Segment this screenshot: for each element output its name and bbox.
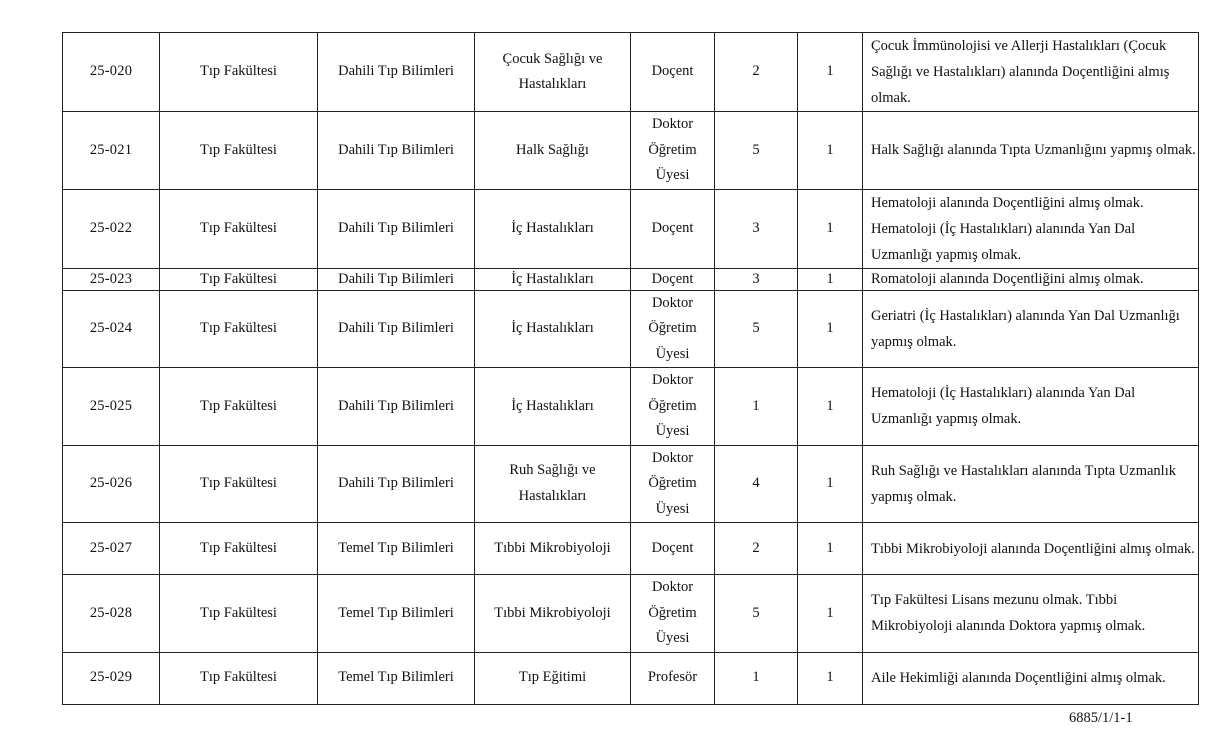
title-cell: Doçent — [631, 33, 715, 112]
degree-cell: 5 — [715, 575, 798, 653]
table-row — [63, 575, 1199, 653]
degree-cell: 3 — [715, 189, 798, 268]
faculty-cell: Tıp Fakültesi — [160, 268, 318, 290]
table-row — [63, 33, 1199, 112]
degree-cell: 2 — [715, 33, 798, 112]
requirement-cell: Hematoloji alanında Doçentliğini almış olmak. Hematoloji (İç Hastalıkları) alanında Yan Dal Uzmanlığı yapmış olmak. — [863, 189, 1199, 268]
count-cell: 1 — [798, 33, 863, 112]
title-cell: Doktor Öğretim Üyesi — [631, 290, 715, 368]
count-cell: 1 — [798, 189, 863, 268]
position-number: 25-029 — [63, 652, 160, 704]
position-number: 25-028 — [63, 575, 160, 653]
department-cell: Dahili Tıp Bilimleri — [318, 368, 475, 446]
positions-table — [62, 32, 1199, 705]
field-cell: Çocuk Sağlığı ve Hastalıkları — [475, 33, 631, 112]
requirement-cell: Halk Sağlığı alanında Tıpta Uzmanlığını yapmış olmak. — [863, 112, 1199, 190]
count-cell: 1 — [798, 112, 863, 190]
faculty-cell: Tıp Fakültesi — [160, 112, 318, 190]
department-cell: Temel Tıp Bilimleri — [318, 523, 475, 575]
requirement-cell: Aile Hekimliği alanında Doçentliğini almış olmak. — [863, 652, 1199, 704]
department-cell: Dahili Tıp Bilimleri — [318, 189, 475, 268]
position-number: 25-026 — [63, 445, 160, 523]
field-cell: Tıp Eğitimi — [475, 652, 631, 704]
table-row — [63, 112, 1199, 190]
table-row — [63, 652, 1199, 704]
title-cell: Doktor Öğretim Üyesi — [631, 368, 715, 446]
title-cell: Doktor Öğretim Üyesi — [631, 112, 715, 190]
position-number: 25-022 — [63, 189, 160, 268]
requirement-cell: Romatoloji alanında Doçentliğini almış olmak. — [863, 268, 1199, 290]
table-row — [63, 290, 1199, 368]
position-number: 25-021 — [63, 112, 160, 190]
field-cell: İç Hastalıkları — [475, 268, 631, 290]
title-cell: Profesör — [631, 652, 715, 704]
table-row — [63, 445, 1199, 523]
degree-cell: 5 — [715, 290, 798, 368]
count-cell: 1 — [798, 652, 863, 704]
title-cell: Doktor Öğretim Üyesi — [631, 445, 715, 523]
faculty-cell: Tıp Fakültesi — [160, 189, 318, 268]
title-cell: Doçent — [631, 189, 715, 268]
department-cell: Temel Tıp Bilimleri — [318, 652, 475, 704]
field-cell: Ruh Sağlığı ve Hastalıkları — [475, 445, 631, 523]
requirement-cell: Ruh Sağlığı ve Hastalıkları alanında Tıpta Uzmanlık yapmış olmak. — [863, 445, 1199, 523]
count-cell: 1 — [798, 575, 863, 653]
department-cell: Dahili Tıp Bilimleri — [318, 445, 475, 523]
department-cell: Dahili Tıp Bilimleri — [318, 33, 475, 112]
count-cell: 1 — [798, 368, 863, 446]
faculty-cell: Tıp Fakültesi — [160, 445, 318, 523]
table-row — [63, 268, 1199, 290]
position-number: 25-027 — [63, 523, 160, 575]
requirement-cell: Geriatri (İç Hastalıkları) alanında Yan Dal Uzmanlığı yapmış olmak. — [863, 290, 1199, 368]
degree-cell: 1 — [715, 368, 798, 446]
requirement-cell: Hematoloji (İç Hastalıkları) alanında Yan Dal Uzmanlığı yapmış olmak. — [863, 368, 1199, 446]
field-cell: İç Hastalıkları — [475, 368, 631, 446]
department-cell: Dahili Tıp Bilimleri — [318, 290, 475, 368]
field-cell: İç Hastalıkları — [475, 290, 631, 368]
position-number: 25-020 — [63, 33, 160, 112]
department-cell: Dahili Tıp Bilimleri — [318, 112, 475, 190]
faculty-cell: Tıp Fakültesi — [160, 33, 318, 112]
field-cell: Halk Sağlığı — [475, 112, 631, 190]
position-number: 25-024 — [63, 290, 160, 368]
department-cell: Dahili Tıp Bilimleri — [318, 268, 475, 290]
table-row — [63, 523, 1199, 575]
faculty-cell: Tıp Fakültesi — [160, 575, 318, 653]
faculty-cell: Tıp Fakültesi — [160, 523, 318, 575]
degree-cell: 3 — [715, 268, 798, 290]
requirement-cell: Tıp Fakültesi Lisans mezunu olmak. Tıbbi Mikrobiyoloji alanında Doktora yapmış olmak. — [863, 575, 1199, 653]
page-reference: 6885/1/1-1 — [1069, 710, 1133, 726]
department-cell: Temel Tıp Bilimleri — [318, 575, 475, 653]
field-cell: İç Hastalıkları — [475, 189, 631, 268]
requirement-cell: Tıbbi Mikrobiyoloji alanında Doçentliğini almış olmak. — [863, 523, 1199, 575]
faculty-cell: Tıp Fakültesi — [160, 368, 318, 446]
title-cell: Doktor Öğretim Üyesi — [631, 575, 715, 653]
faculty-cell: Tıp Fakültesi — [160, 290, 318, 368]
title-cell: Doçent — [631, 523, 715, 575]
requirement-cell: Çocuk İmmünolojisi ve Allerji Hastalıkları (Çocuk Sağlığı ve Hastalıkları) alanında Doçentliğini almış olmak. — [863, 33, 1199, 112]
faculty-cell: Tıp Fakültesi — [160, 652, 318, 704]
degree-cell: 4 — [715, 445, 798, 523]
position-number: 25-025 — [63, 368, 160, 446]
count-cell: 1 — [798, 290, 863, 368]
field-cell: Tıbbi Mikrobiyoloji — [475, 575, 631, 653]
table-row — [63, 368, 1199, 446]
count-cell: 1 — [798, 268, 863, 290]
count-cell: 1 — [798, 445, 863, 523]
degree-cell: 2 — [715, 523, 798, 575]
title-cell: Doçent — [631, 268, 715, 290]
degree-cell: 1 — [715, 652, 798, 704]
field-cell: Tıbbi Mikrobiyoloji — [475, 523, 631, 575]
degree-cell: 5 — [715, 112, 798, 190]
table-row — [63, 189, 1199, 268]
position-number: 25-023 — [63, 268, 160, 290]
count-cell: 1 — [798, 523, 863, 575]
